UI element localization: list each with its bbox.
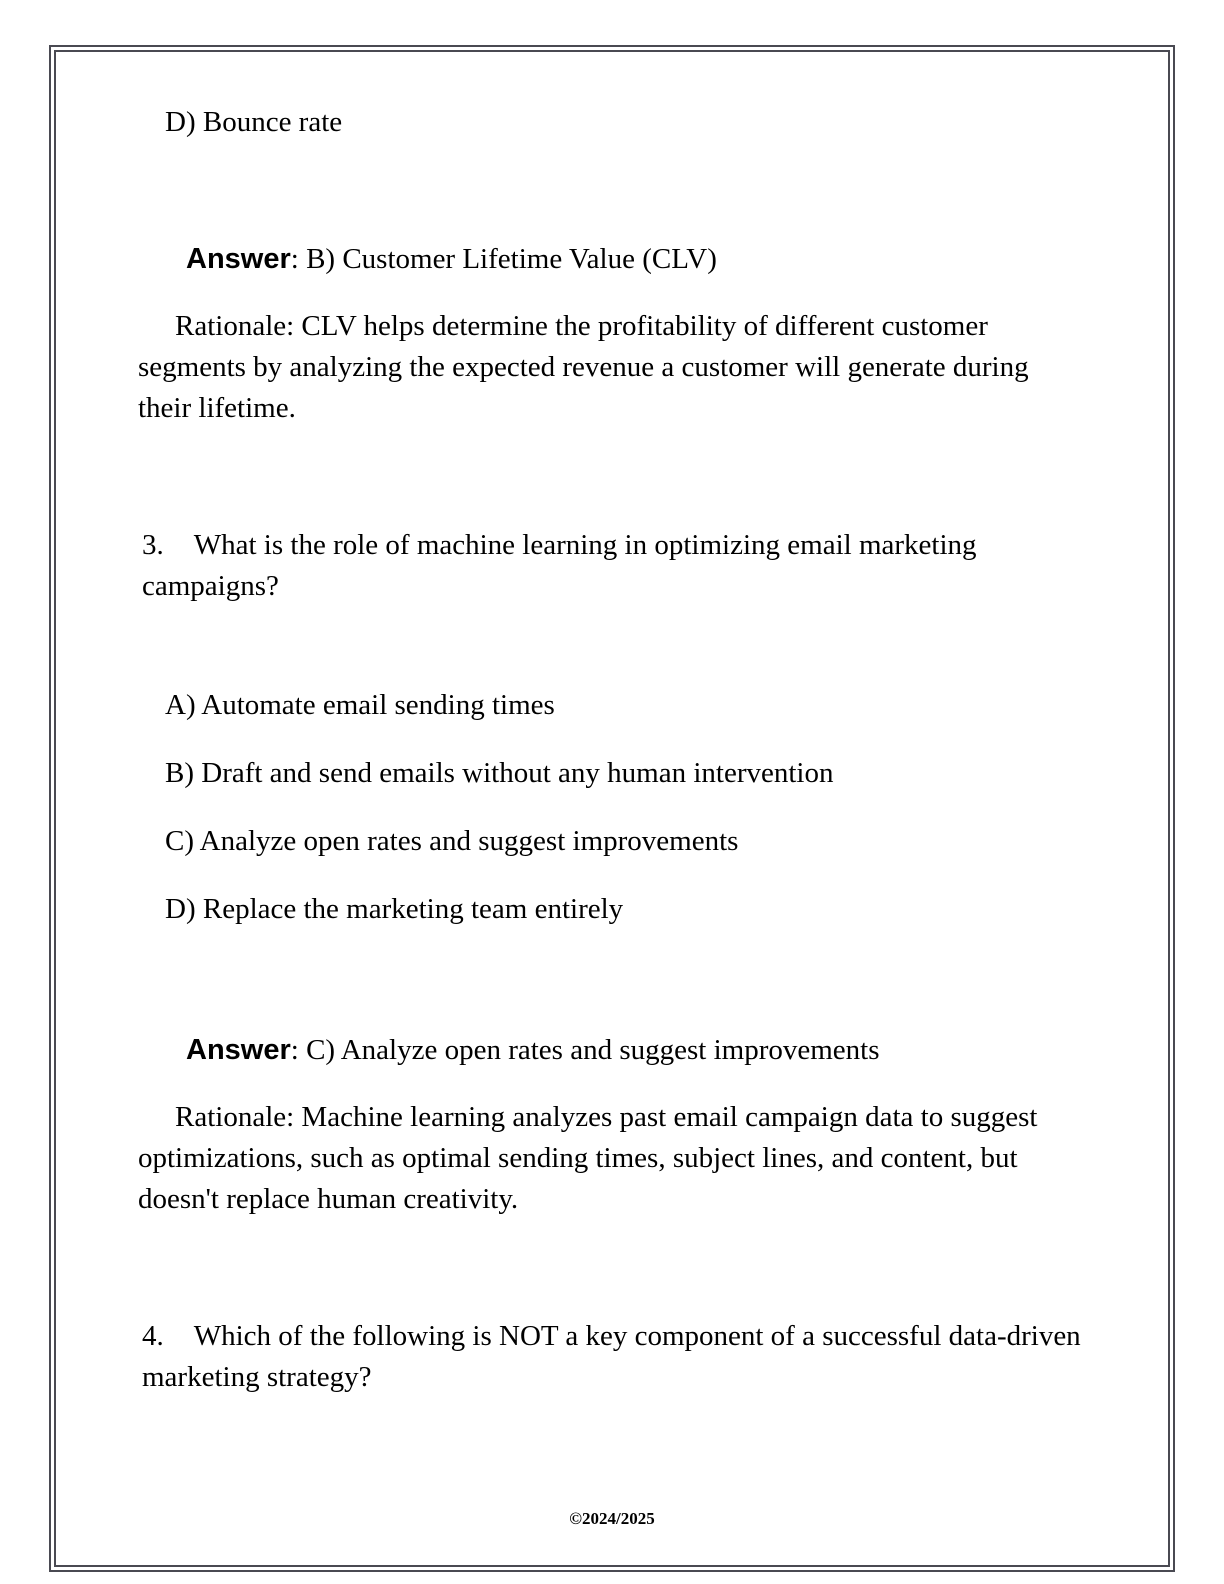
page-border-outer <box>49 45 1175 1572</box>
question-3-number: 3. <box>142 529 164 561</box>
question-4 <box>138 1316 1086 1398</box>
document-content <box>56 52 1168 1398</box>
answer-label: Answer <box>186 243 291 275</box>
answer-text: : B) Customer Lifetime Value (CLV) <box>290 243 717 275</box>
prev-question-answer-line <box>138 239 1086 280</box>
question-3-option-c: C) Analyze open rates and suggest improvements <box>165 825 739 857</box>
question-3-option-a: A) Automate email sending times <box>165 689 555 721</box>
answer-text: : C) Analyze open rates and suggest improvements <box>290 1034 880 1066</box>
answer-label: Answer <box>186 1034 291 1066</box>
question-4-number: 4. <box>142 1320 164 1352</box>
page-border-inner <box>54 50 1170 1567</box>
prev-question-option-d: D) Bounce rate <box>165 106 343 138</box>
question-3-text: What is the role of machine learning in optimizing email marketing campaigns? <box>142 529 977 602</box>
question-4-text: Which of the following is NOT a key component of a successful data-driven marketing strategy? <box>142 1320 1081 1393</box>
question-3-answer-line <box>138 1030 1086 1071</box>
question-3 <box>138 525 1086 607</box>
page-footer: ©2024/2025 <box>569 1509 655 1528</box>
question-3-option-d: D) Replace the marketing team entirely <box>165 893 624 925</box>
prev-question-rationale: Rationale: CLV helps determine the profitability of different customer segments by analyzing the expected revenue a customer will generate during their lifetime. <box>138 310 1029 424</box>
question-3-option-b: B) Draft and send emails without any human intervention <box>165 757 834 789</box>
question-3-rationale: Rationale: Machine learning analyzes past email campaign data to suggest optimizations, such as optimal sending times, subject lines, and content, but doesn't replace human creativity. <box>138 1101 1038 1215</box>
